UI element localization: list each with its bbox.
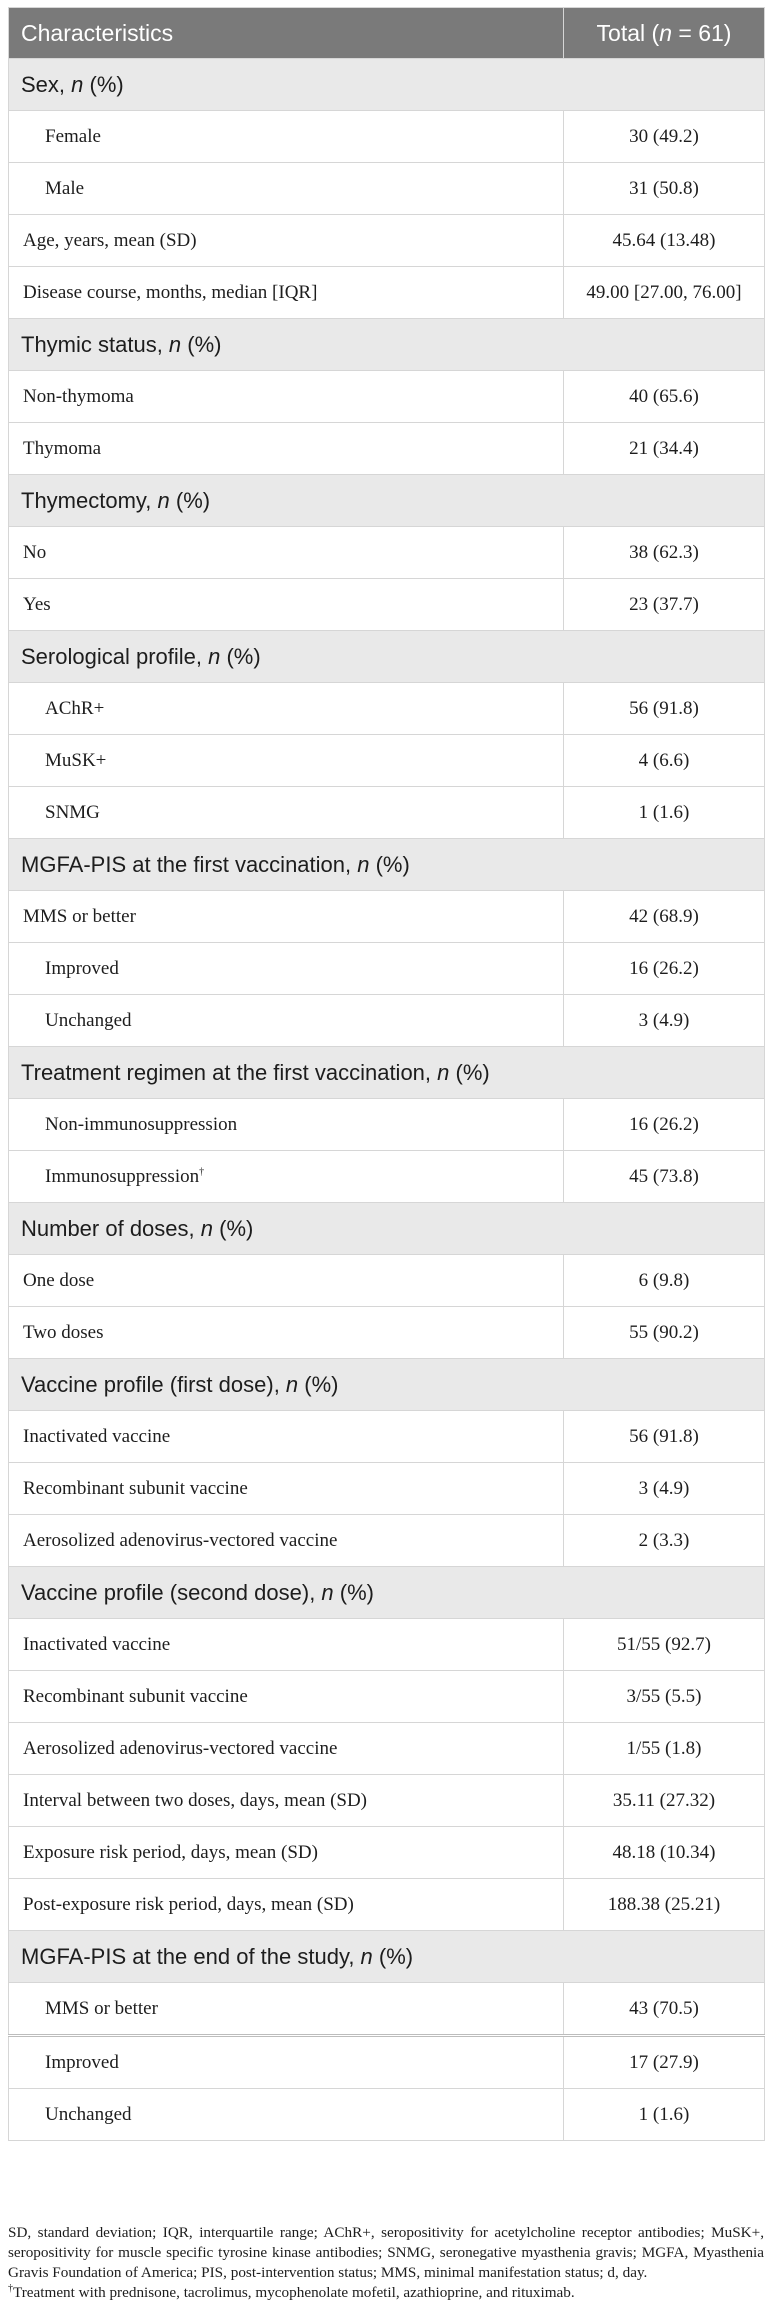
- row-label-cell: [9, 1151, 564, 1203]
- row-label-cell: [9, 943, 564, 995]
- section-label-unit: (%): [449, 1059, 490, 1085]
- row-value: 2 (3.3): [564, 1515, 765, 1567]
- section-label: [9, 319, 765, 371]
- section-label-text: MGFA-PIS at the first vaccination,: [21, 851, 358, 877]
- row-value: 43 (70.5): [564, 1983, 765, 2036]
- header-total: [564, 8, 765, 59]
- row-label-cell: [9, 1099, 564, 1151]
- row-label: Age, years, mean (SD): [23, 229, 197, 251]
- section-header-row: [9, 1203, 765, 1255]
- table-row: [9, 267, 765, 319]
- row-value: 21 (34.4): [564, 423, 765, 475]
- section-label-text: Thymectomy,: [21, 487, 158, 513]
- row-value: 35.11 (27.32): [564, 1775, 765, 1827]
- section-label-unit: (%): [169, 487, 211, 513]
- row-label: SNMG: [45, 801, 100, 823]
- row-label: Recombinant subunit vaccine: [23, 1685, 248, 1707]
- row-label: Improved: [45, 2051, 119, 2073]
- row-value: 42 (68.9): [564, 891, 765, 943]
- section-label-n: n: [168, 331, 182, 357]
- section-label-unit: (%): [298, 1371, 339, 1397]
- row-value: 45.64 (13.48): [564, 215, 765, 267]
- table-row: [9, 1411, 765, 1463]
- row-value: 40 (65.6): [564, 371, 765, 423]
- section-header-row: [9, 475, 765, 527]
- row-value: 49.00 [27.00, 76.00]: [564, 267, 765, 319]
- table-row: [9, 215, 765, 267]
- section-label-unit: (%): [333, 1579, 374, 1605]
- row-label: Disease course, months, median [IQR]: [23, 281, 318, 303]
- section-label-text: Serological profile,: [21, 643, 209, 669]
- section-label: [9, 59, 765, 111]
- row-label: MMS or better: [45, 1997, 158, 2019]
- table-row: [9, 2036, 765, 2089]
- section-label-n: n: [437, 1059, 450, 1085]
- row-value: 38 (62.3): [564, 527, 765, 579]
- row-label-cell: [9, 1775, 564, 1827]
- table-row: [9, 111, 765, 163]
- row-label: Inactivated vaccine: [23, 1425, 171, 1447]
- section-label-text: Number of doses,: [21, 1215, 201, 1241]
- section-header-row: [9, 631, 765, 683]
- row-label: Unchanged: [45, 2103, 132, 2125]
- row-value: 16 (26.2): [564, 943, 765, 995]
- table-row: [9, 163, 765, 215]
- row-label-cell: [9, 2089, 564, 2141]
- row-label: Exposure risk period, days, mean (SD): [23, 1841, 318, 1863]
- section-label-unit: (%): [220, 643, 261, 669]
- table-row: [9, 735, 765, 787]
- footnote-dagger-mark: †: [8, 2282, 13, 2294]
- row-label: Unchanged: [45, 1009, 132, 1031]
- header-total-n: n: [659, 19, 672, 46]
- row-label: Female: [45, 125, 101, 147]
- row-value: 1 (1.6): [564, 2089, 765, 2141]
- row-value: 3 (4.9): [564, 1463, 765, 1515]
- table-row: [9, 1463, 765, 1515]
- row-value: 51/55 (92.7): [564, 1619, 765, 1671]
- row-label-cell: [9, 1307, 564, 1359]
- table-row: [9, 527, 765, 579]
- row-value: 23 (37.7): [564, 579, 765, 631]
- section-label: [9, 839, 765, 891]
- row-label-cell: [9, 1827, 564, 1879]
- row-label: Thymoma: [23, 437, 102, 459]
- row-label: MMS or better: [23, 905, 136, 927]
- section-label-n: n: [321, 1579, 334, 1605]
- section-label: [9, 475, 765, 527]
- characteristics-table: [8, 7, 765, 2141]
- row-value: 3/55 (5.5): [564, 1671, 765, 1723]
- table-body: [9, 59, 765, 2141]
- row-value: 56 (91.8): [564, 1411, 765, 1463]
- row-label-cell: [9, 1671, 564, 1723]
- section-label-n: n: [285, 1371, 299, 1397]
- table-row: [9, 1775, 765, 1827]
- row-label: Immunosuppression: [45, 1165, 200, 1187]
- row-value: 188.38 (25.21): [564, 1879, 765, 1931]
- table-row: [9, 423, 765, 475]
- row-label-cell: [9, 1723, 564, 1775]
- section-header-row: [9, 59, 765, 111]
- row-label-cell: [9, 891, 564, 943]
- section-header-row: [9, 1359, 765, 1411]
- row-value: 4 (6.6): [564, 735, 765, 787]
- row-value: 48.18 (10.34): [564, 1827, 765, 1879]
- section-label-unit: (%): [213, 1215, 254, 1241]
- row-label-cell: [9, 995, 564, 1047]
- section-header-row: [9, 839, 765, 891]
- row-label: Non-thymoma: [23, 385, 134, 407]
- row-value: 3 (4.9): [564, 995, 765, 1047]
- section-label-unit: (%): [372, 1943, 414, 1969]
- row-label: Improved: [45, 957, 119, 979]
- row-value: 17 (27.9): [564, 2036, 765, 2089]
- section-label: [9, 1047, 765, 1099]
- row-label: Interval between two doses, days, mean (SD): [23, 1789, 368, 1811]
- table-row: [9, 891, 765, 943]
- row-value: 16 (26.2): [564, 1099, 765, 1151]
- row-label: Two doses: [23, 1321, 104, 1343]
- table-row: [9, 1515, 765, 1567]
- row-label: Inactivated vaccine: [23, 1633, 171, 1655]
- section-label-text: Vaccine profile (first dose),: [21, 1371, 286, 1397]
- dagger-footnote-marker: †: [199, 1166, 205, 1178]
- row-label: Aerosolized adenovirus-vectored vaccine: [23, 1737, 338, 1759]
- header-characteristics: Characteristics: [9, 8, 564, 59]
- table-row: [9, 1983, 765, 2036]
- section-header-row: [9, 1931, 765, 1983]
- row-label: Recombinant subunit vaccine: [23, 1477, 248, 1499]
- row-label-cell: [9, 1983, 564, 2036]
- row-label: Yes: [23, 593, 51, 615]
- row-label-cell: [9, 527, 564, 579]
- row-label-cell: [9, 111, 564, 163]
- row-label-cell: [9, 1619, 564, 1671]
- row-value: 30 (49.2): [564, 111, 765, 163]
- section-label-unit: (%): [83, 71, 124, 97]
- table-row: [9, 1255, 765, 1307]
- header-total-suffix: = 61): [671, 19, 732, 46]
- row-label-cell: [9, 371, 564, 423]
- table-row: [9, 683, 765, 735]
- section-label: [9, 631, 765, 683]
- table-row: [9, 995, 765, 1047]
- row-label-cell: [9, 1463, 564, 1515]
- section-label: [9, 1359, 765, 1411]
- table-row: [9, 943, 765, 995]
- row-value: 55 (90.2): [564, 1307, 765, 1359]
- table-row: [9, 1723, 765, 1775]
- table-row: [9, 579, 765, 631]
- row-value: 6 (9.8): [564, 1255, 765, 1307]
- row-label-cell: [9, 579, 564, 631]
- table-row: [9, 1879, 765, 1931]
- row-label-cell: [9, 1879, 564, 1931]
- row-label: No: [23, 541, 47, 563]
- table-row: [9, 1827, 765, 1879]
- section-label-n: n: [208, 643, 221, 669]
- row-label: Aerosolized adenovirus-vectored vaccine: [23, 1529, 338, 1551]
- footnote-dagger: [8, 2283, 764, 2303]
- section-label: [9, 1203, 765, 1255]
- table-footnotes: [8, 2223, 764, 2303]
- row-label-cell: [9, 215, 564, 267]
- row-value: 31 (50.8): [564, 163, 765, 215]
- row-label: One dose: [23, 1269, 95, 1291]
- section-label-text: Treatment regimen at the first vaccination,: [21, 1059, 438, 1085]
- row-label-cell: [9, 787, 564, 839]
- section-label-text: Sex,: [21, 71, 72, 97]
- header-total-prefix: Total (: [596, 19, 660, 46]
- section-label: [9, 1567, 765, 1619]
- characteristics-table-container: [8, 7, 764, 2141]
- section-label-n: n: [157, 487, 170, 513]
- section-label-n: n: [71, 71, 84, 97]
- row-label: Post-exposure risk period, days, mean (SD): [23, 1893, 354, 1915]
- row-label-cell: [9, 423, 564, 475]
- row-label-cell: [9, 163, 564, 215]
- footnote-abbreviations: SD, standard deviation; IQR, interquartile range; AChR+, seropositivity for acetylcholine receptor antibodies; MuSK+, seropositivity for muscle specific tyrosine kinase antibodies; SNMG, seronegative myasthenia gravis; MGFA, Myasthenia Gravis Foundation of America; PIS, post-intervention status; MMS, minimal manifestation status; d, day.: [8, 2224, 764, 2281]
- section-header-row: [9, 1047, 765, 1099]
- section-label-n: n: [200, 1215, 213, 1241]
- section-label-n: n: [357, 851, 370, 877]
- row-label: MuSK+: [45, 749, 107, 771]
- table-row: [9, 1307, 765, 1359]
- footnote-dagger-text: Treatment with prednisone, tacrolimus, mycophenolate mofetil, azathioprine, and rituximab.: [13, 2284, 575, 2301]
- row-label-cell: [9, 683, 564, 735]
- table-row: [9, 371, 765, 423]
- table-row: [9, 2089, 765, 2141]
- section-label-unit: (%): [369, 851, 410, 877]
- row-label-cell: [9, 267, 564, 319]
- row-label: Male: [45, 177, 85, 199]
- table-header-row: [9, 8, 765, 59]
- table-row: [9, 1671, 765, 1723]
- table-row: [9, 1099, 765, 1151]
- section-label-n: n: [360, 1943, 373, 1969]
- section-label-unit: (%): [181, 331, 222, 357]
- section-header-row: [9, 319, 765, 371]
- section-label-text: Vaccine profile (second dose),: [21, 1579, 322, 1605]
- row-label-cell: [9, 1255, 564, 1307]
- row-value: 1 (1.6): [564, 787, 765, 839]
- row-value: 56 (91.8): [564, 683, 765, 735]
- table-row: [9, 1151, 765, 1203]
- table-row: [9, 787, 765, 839]
- section-label-text: Thymic status,: [21, 331, 169, 357]
- section-header-row: [9, 1567, 765, 1619]
- section-label: [9, 1931, 765, 1983]
- row-label-cell: [9, 1515, 564, 1567]
- row-label-cell: [9, 2036, 564, 2089]
- table-row: [9, 1619, 765, 1671]
- section-label-text: MGFA-PIS at the end of the study,: [21, 1943, 361, 1969]
- row-label: AChR+: [45, 697, 105, 719]
- row-label-cell: [9, 1411, 564, 1463]
- row-value: 1/55 (1.8): [564, 1723, 765, 1775]
- row-label: Non-immunosuppression: [45, 1113, 238, 1135]
- row-value: 45 (73.8): [564, 1151, 765, 1203]
- row-label-cell: [9, 735, 564, 787]
